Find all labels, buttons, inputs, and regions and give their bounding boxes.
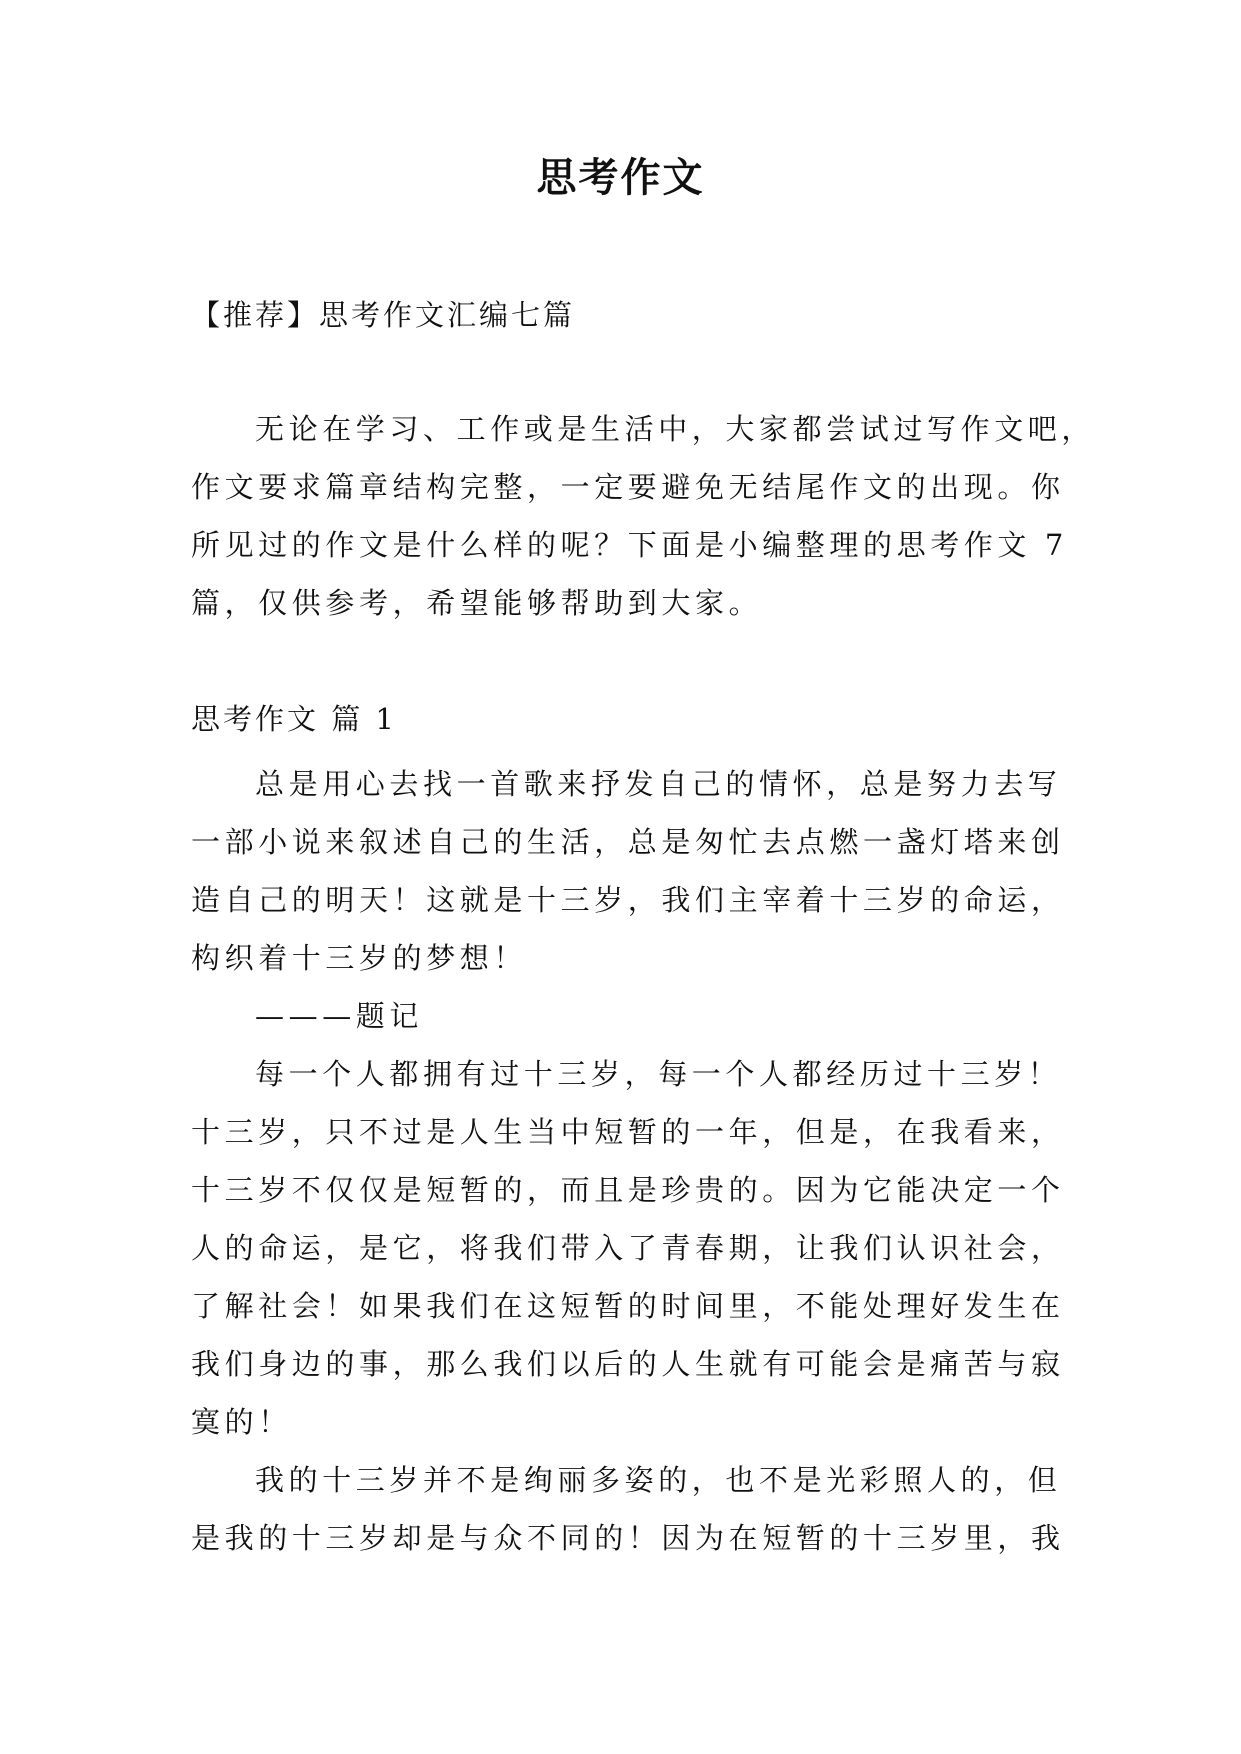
essay-line: 总是用心去找一首歌来抒发自己的情怀，总是努力去写	[255, 767, 1062, 801]
essay-body	[191, 755, 1065, 1567]
essay-line: 每一个人都拥有过十三岁，每一个人都经历过十三岁！	[255, 1057, 1062, 1091]
document-subtitle: 【推荐】思考作文汇编七篇	[191, 298, 576, 332]
essay-line: 了解社会！如果我们在这短暂的时间里，不能处理好发生在	[191, 1289, 1065, 1323]
essay-line: 十三岁不仅仅是短暂的，而且是珍贵的。因为它能决定一个	[191, 1173, 1065, 1207]
intro-line: 所见过的作文是什么样的呢？下面是小编整理的思考作文 7	[191, 528, 1068, 562]
intro-line: 作文要求篇章结构完整，一定要避免无结尾作文的出现。你	[191, 470, 1065, 504]
essay-line: 构织着十三岁的梦想！	[191, 941, 528, 975]
essay-line: 一部小说来叙述自己的生活，总是匆忙去点燃一盏灯塔来创	[191, 825, 1065, 859]
intro-paragraph	[191, 400, 1096, 632]
essay-line: 寞的！	[191, 1405, 292, 1439]
section-heading: 思考作文 篇 1	[191, 702, 397, 736]
essay-line: 我们身边的事，那么我们以后的人生就有可能会是痛苦与寂	[191, 1347, 1065, 1381]
essay-line: 造自己的明天！这就是十三岁，我们主宰着十三岁的命运，	[191, 883, 1065, 917]
essay-line: 是我的十三岁却是与众不同的！因为在短暂的十三岁里，我	[191, 1521, 1065, 1555]
essay-line: 我的十三岁并不是绚丽多姿的，也不是光彩照人的，但	[255, 1463, 1062, 1497]
epigraph-attribution: ———题记	[255, 999, 424, 1033]
essay-line: 十三岁，只不过是人生当中短暂的一年，但是，在我看来，	[191, 1115, 1065, 1149]
essay-line: 人的命运，是它，将我们带入了青春期，让我们认识社会，	[191, 1231, 1065, 1265]
document-title: 思考作文	[536, 154, 705, 201]
intro-line: 篇，仅供参考，希望能够帮助到大家。	[191, 586, 763, 620]
intro-line: 无论在学习、工作或是生活中，大家都尝试过写作文吧，	[255, 412, 1096, 446]
